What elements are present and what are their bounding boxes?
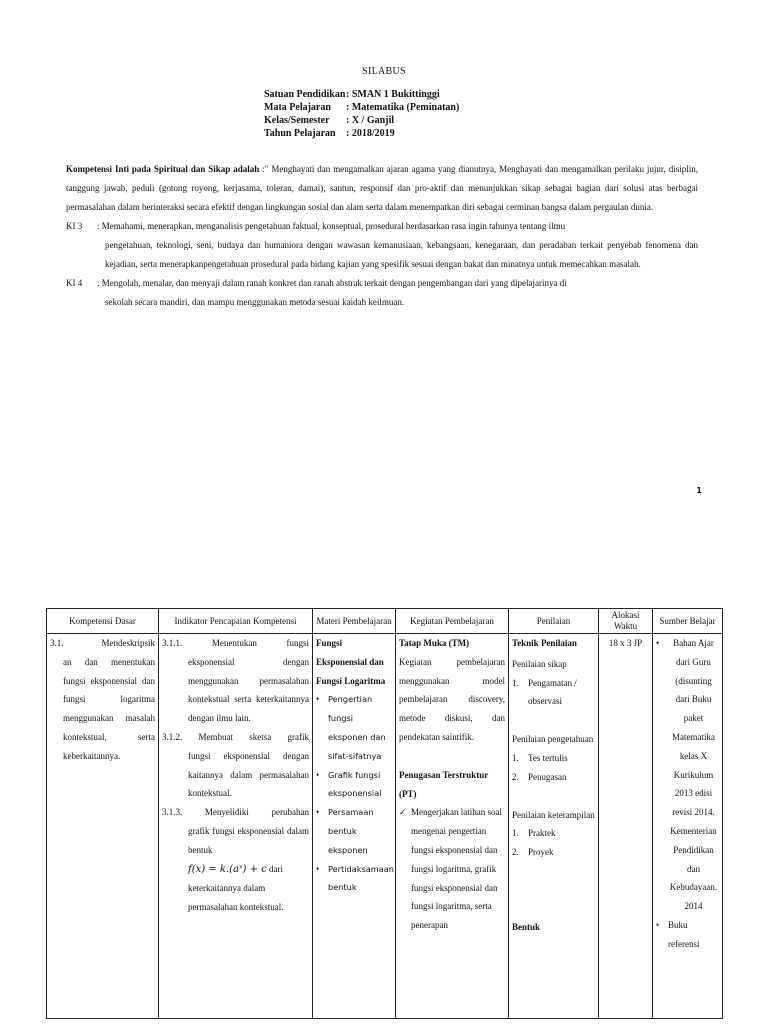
document-meta <box>264 88 459 140</box>
penilaian-keterampilan-item <box>512 843 595 862</box>
ipk-rest-b: dari keterkaitannya dalam permasalahan kontekstual. <box>188 863 284 913</box>
meta-row <box>264 114 459 127</box>
meta-value: : Matematika (Peminatan) <box>346 102 460 113</box>
materi-item-text: Pengertian fungsi eksponen dan sifat-sifatnya <box>328 694 386 761</box>
ipk-first: Menentukan fungsi <box>211 638 309 648</box>
ipk-rest: fungsi eksponensial dengan kaitannya dalam permasalahan kontekstual. <box>188 750 309 799</box>
ki4-rest: sekolah secara mandiri, dan mampu menggunakan metoda sesuai kaidah keilmuan. <box>105 297 405 307</box>
bullet-icon: • <box>316 769 320 780</box>
meta-value: : X / Ganjil <box>346 115 395 126</box>
ki3-paragraph <box>66 217 698 274</box>
item-number: 1. <box>512 752 519 763</box>
penilaian-sikap-item <box>512 674 595 712</box>
ki3-rest: pengetahuan, teknologi, seni, budaya dan humaniora dengan wawasan kemanusiaan, kebangsaan, kenegaraan, dan peradaban terkait penyebab fenomena dan kejadian, serta menerapkanpengetahuan prosedural pada bidang kajian yang spesifik sesuai dengan bakat dan minatnya untuk memecahkan masalah. <box>105 240 698 269</box>
ipk-first-line <box>162 803 309 822</box>
sumber-item <box>656 634 719 916</box>
ipk-number: 3.1.3. <box>162 807 183 818</box>
bullet-icon: • <box>316 694 320 705</box>
penilaian-keterampilan-item <box>512 824 595 843</box>
ipk-rest: eksponensial dengan menggunakan permasalahan kontekstual serta keterkaitannya dengan ilmu lain. <box>188 656 309 724</box>
meta-row <box>264 88 459 101</box>
penilaian-sikap-label: Penilaian sikap <box>512 658 567 669</box>
item-text: Pengamatan / observasi <box>528 677 577 707</box>
header-sumber: Sumber Belajar <box>653 609 723 634</box>
ipk-formula-line <box>188 860 309 917</box>
meta-value: : SMAN 1 Bukittinggi <box>346 89 440 100</box>
sumber-item <box>656 916 719 954</box>
checkmark-icon: ✓ <box>399 807 407 818</box>
meta-key: Satuan Pendidikan <box>264 89 346 100</box>
kegiatan-tm-heading: Tatap Muka (TM) <box>399 638 470 648</box>
sumber-item-text: Buku referensi <box>668 919 700 949</box>
materi-item-text: Grafik fungsi eksponensial <box>328 769 382 799</box>
ipk-rest-a: grafik fungsi eksponensial dalam bentuk <box>188 825 309 855</box>
kd-first-line <box>50 634 155 653</box>
bullet-icon: • <box>316 807 320 818</box>
ipk-first: Membuat sketsa grafik <box>198 731 310 742</box>
ipk-rest <box>162 822 309 917</box>
page-number: 1 <box>696 486 702 495</box>
penilaian-pengetahuan-item <box>512 749 595 768</box>
penilaian-bentuk: Bentuk <box>512 921 541 932</box>
sumber-item-text: Bahan Ajar dari Guru (disunting dari Buku paket Matematika kelas X Kurikulum 2013 edisi revisi 2014. Kementerian Pendidikan dan Kebudayaan. 2014 <box>669 638 718 912</box>
kd-first: Mendeskripsik <box>101 638 155 648</box>
penilaian-teknik: Teknik Penilaian <box>512 638 577 648</box>
spacer <box>399 747 505 766</box>
item-text: Tes tertulis <box>528 752 568 763</box>
kegiatan-pt-text: Mengerjakan latihan soal mengenai pengertian fungsi eksponensial dan fungsi logaritma, grafik fungsi eksponensial dan fungsi logaritma, serta penerapan <box>411 807 502 931</box>
bullet-icon: • <box>656 919 660 930</box>
ipk-first-line <box>162 634 309 653</box>
kegiatan-pt-item <box>399 803 505 935</box>
materi-item <box>316 803 392 859</box>
cell-indikator <box>159 634 313 1019</box>
header-alokasi: Alokasi Waktu <box>599 609 653 634</box>
bullet-icon: • <box>316 863 320 874</box>
ipk-number: 3.1.1. <box>162 638 183 648</box>
header-penilaian: Penilaian <box>509 609 599 634</box>
penilaian-pengetahuan-item <box>512 768 595 787</box>
silabus-table <box>46 608 723 1019</box>
ipk-first-line <box>162 728 309 747</box>
kd-number: 3.1. <box>50 638 64 648</box>
bullet-icon: • <box>656 638 660 648</box>
header-kegiatan: Kegiatan Pembelajaran <box>396 609 509 634</box>
cell-sumber <box>653 634 723 1019</box>
materi-heading: Fungsi Eksponensial dan Fungsi Logaritma <box>316 638 386 686</box>
item-number: 2. <box>512 847 519 858</box>
kegiatan-tm-text: Kegiatan pembelajaran menggunakan model pembelajaran discovery, metode diskusi, dan pendekatan saintifik. <box>399 656 505 742</box>
ki4-text <box>97 274 698 312</box>
item-number: 1. <box>512 828 519 839</box>
meta-key: Tahun Pelajaran <box>264 128 336 139</box>
meta-key: Kelas/Semester <box>264 115 330 126</box>
kegiatan-pt-heading: Penugasan Terstruktur (PT) <box>399 769 489 799</box>
ki-spiritual-label: Kompetensi Inti pada Spiritual dan Sikap adalah <box>66 164 260 174</box>
ipk-first: Menyelidiki perubahan <box>204 807 309 818</box>
ipk-item <box>162 634 309 728</box>
ki3-first-line: : Memahami, menerapkan, menganalisis pengetahuan faktual, konseptual, prosedural berdasarkan rasa ingin tahunya tentang ilmu <box>97 221 566 231</box>
penilaian-keterampilan-label: Penilaian keterampilan <box>512 809 595 820</box>
materi-item-text: Pertidaksamaan bentuk <box>328 863 394 893</box>
materi-item <box>316 766 392 804</box>
spacer <box>512 787 595 806</box>
ipk-formula: f(x) = k.(aˣ) + c <box>188 863 267 875</box>
cell-materi <box>313 634 396 1019</box>
ki4-label: KI 4 <box>66 278 83 288</box>
meta-value: : 2018/2019 <box>346 128 395 139</box>
item-number: 2. <box>512 771 519 782</box>
header-materi: Materi Pembelajaran <box>313 609 396 634</box>
header-kompetensi-dasar: Kompetensi Dasar <box>47 609 159 634</box>
cell-kegiatan <box>396 634 509 1019</box>
item-number: 1. <box>512 677 519 688</box>
meta-row <box>264 101 459 114</box>
table-header-row <box>47 609 723 634</box>
ki4-paragraph <box>66 274 698 312</box>
header-indikator: Indikator Pencapaian Kompetensi <box>159 609 313 634</box>
cell-kompetensi-dasar <box>47 634 159 1019</box>
item-text: Praktek <box>528 828 556 839</box>
item-text: Penugasan <box>528 771 567 782</box>
document-body <box>66 160 698 312</box>
penilaian-pengetahuan-label: Penilaian pengetahuan <box>512 734 594 745</box>
materi-item-text: Persamaan bentuk eksponen <box>328 807 374 855</box>
ki3-label: KI 3 <box>66 221 83 231</box>
cell-penilaian <box>509 634 599 1019</box>
document-title: SILABUS <box>362 66 406 77</box>
table-row <box>47 634 723 1019</box>
ki-spiritual-text: :" Menghayati dan mengamalkan ajaran agama yang dianutnya, Menghayati dan mengamalkan perilaku jujur, disiplin, tanggung jawab, peduli (gotong royong, kerjasama, toleran, damai), santun, responsif dan pro-aktif dan menunjukkan sikap sebagai bagian dari solusi atas berbagai permasalahan dalam berinteraksi secara efektif dengan lingkungan sosial dan alam serta dalam menempatkan diri sebagai cerminan bangsa dalam pergaulan dunia. <box>66 164 698 212</box>
ipk-number: 3.1.2. <box>162 731 183 742</box>
ipk-item <box>162 728 309 803</box>
meta-row <box>264 127 459 140</box>
ipk-item <box>162 803 309 917</box>
ki-spiritual-paragraph <box>66 160 698 217</box>
materi-item <box>316 690 392 765</box>
cell-alokasi <box>599 634 653 1019</box>
spacer <box>512 862 595 918</box>
ki4-first-line: : Mengolah, menalar, dan menyaji dalam ranah konkret dan ranah abstrak terkait dengan pengembangan dari yang dipelajarinya di <box>97 278 567 288</box>
kd-rest: an dan menentukan fungsi eksponensial dan fungsi logaritma menggunakan masalah kontekstual, serta keberkaitannya. <box>63 656 155 761</box>
materi-item <box>316 860 392 898</box>
spacer <box>512 711 595 730</box>
item-text: Proyek <box>528 847 554 858</box>
meta-key: Mata Pelajaran <box>264 102 331 113</box>
ki3-text <box>97 217 698 274</box>
alokasi-waktu: 18 x 3 JP <box>608 638 643 648</box>
